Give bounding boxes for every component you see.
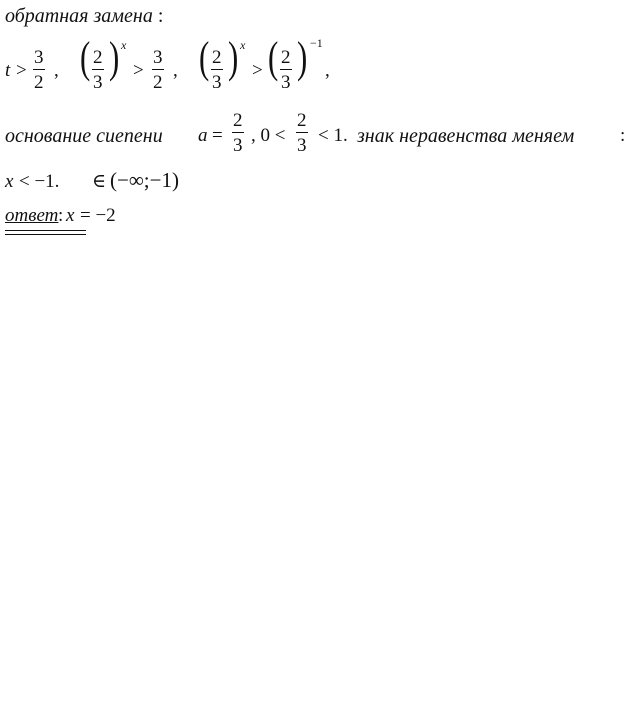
gt-sign: > <box>16 60 27 81</box>
var-t: t <box>5 60 11 81</box>
denominator: 2 <box>34 72 44 93</box>
fraction-3-2 <box>33 48 45 92</box>
var-x: x <box>5 171 14 192</box>
denominator: 2 <box>153 72 163 93</box>
line-reverse-substitution <box>5 5 163 28</box>
fraction-2-3 <box>296 111 308 155</box>
element-of-sign: ∈ <box>92 171 107 192</box>
denominator: 3 <box>281 72 291 93</box>
reverse-substitution-text: обратная замена <box>5 5 153 27</box>
fraction-3-2 <box>152 48 164 92</box>
gt-sign: > <box>133 60 144 81</box>
numerator: 2 <box>281 47 291 68</box>
answer-underline <box>5 230 86 231</box>
numerator: 3 <box>153 47 163 68</box>
var-a: a <box>198 125 208 146</box>
numerator: 2 <box>297 110 307 131</box>
answer-underline <box>5 234 86 235</box>
answer-value: = −2 <box>80 205 116 226</box>
right-paren: ) <box>109 33 120 82</box>
base-of-power-text: основание сиепени <box>5 125 163 147</box>
left-paren: ( <box>268 33 279 82</box>
comma: , <box>173 60 178 81</box>
exponent-x: x <box>240 38 246 52</box>
fraction-2-3 <box>211 48 223 92</box>
exponent-x: x <box>121 38 127 52</box>
equals-sign: = <box>212 125 223 146</box>
colon: : <box>620 125 626 146</box>
comma: , <box>325 60 330 81</box>
right-paren: ) <box>297 33 308 82</box>
fraction-2-3 <box>92 48 104 92</box>
gt-sign: > <box>252 60 263 81</box>
numerator: 2 <box>212 47 222 68</box>
numerator: 2 <box>93 47 103 68</box>
numerator: 2 <box>233 110 243 131</box>
var-x: x <box>66 205 75 226</box>
fraction-2-3 <box>280 48 292 92</box>
comma-zero-less: , 0 < <box>251 125 286 146</box>
left-paren: ( <box>80 33 91 82</box>
right-paren: ) <box>228 33 239 82</box>
denominator: 3 <box>233 135 243 156</box>
colon: : <box>58 205 64 226</box>
sign-changes-text: знак неравенства меняем <box>357 125 575 147</box>
exponent-minus-one: −1 <box>310 36 323 50</box>
colon: : <box>157 5 164 27</box>
comma: , <box>54 60 59 81</box>
denominator: 3 <box>93 72 103 93</box>
interval: (−∞;−1) <box>110 168 179 192</box>
denominator: 3 <box>212 72 222 93</box>
inequality-rest: < −1. <box>19 171 60 192</box>
answer-label: ответ <box>5 205 59 226</box>
less-than-one: < 1. <box>318 125 348 146</box>
left-paren: ( <box>199 33 210 82</box>
numerator: 3 <box>34 47 44 68</box>
denominator: 3 <box>297 135 307 156</box>
fraction-2-3 <box>232 111 244 155</box>
